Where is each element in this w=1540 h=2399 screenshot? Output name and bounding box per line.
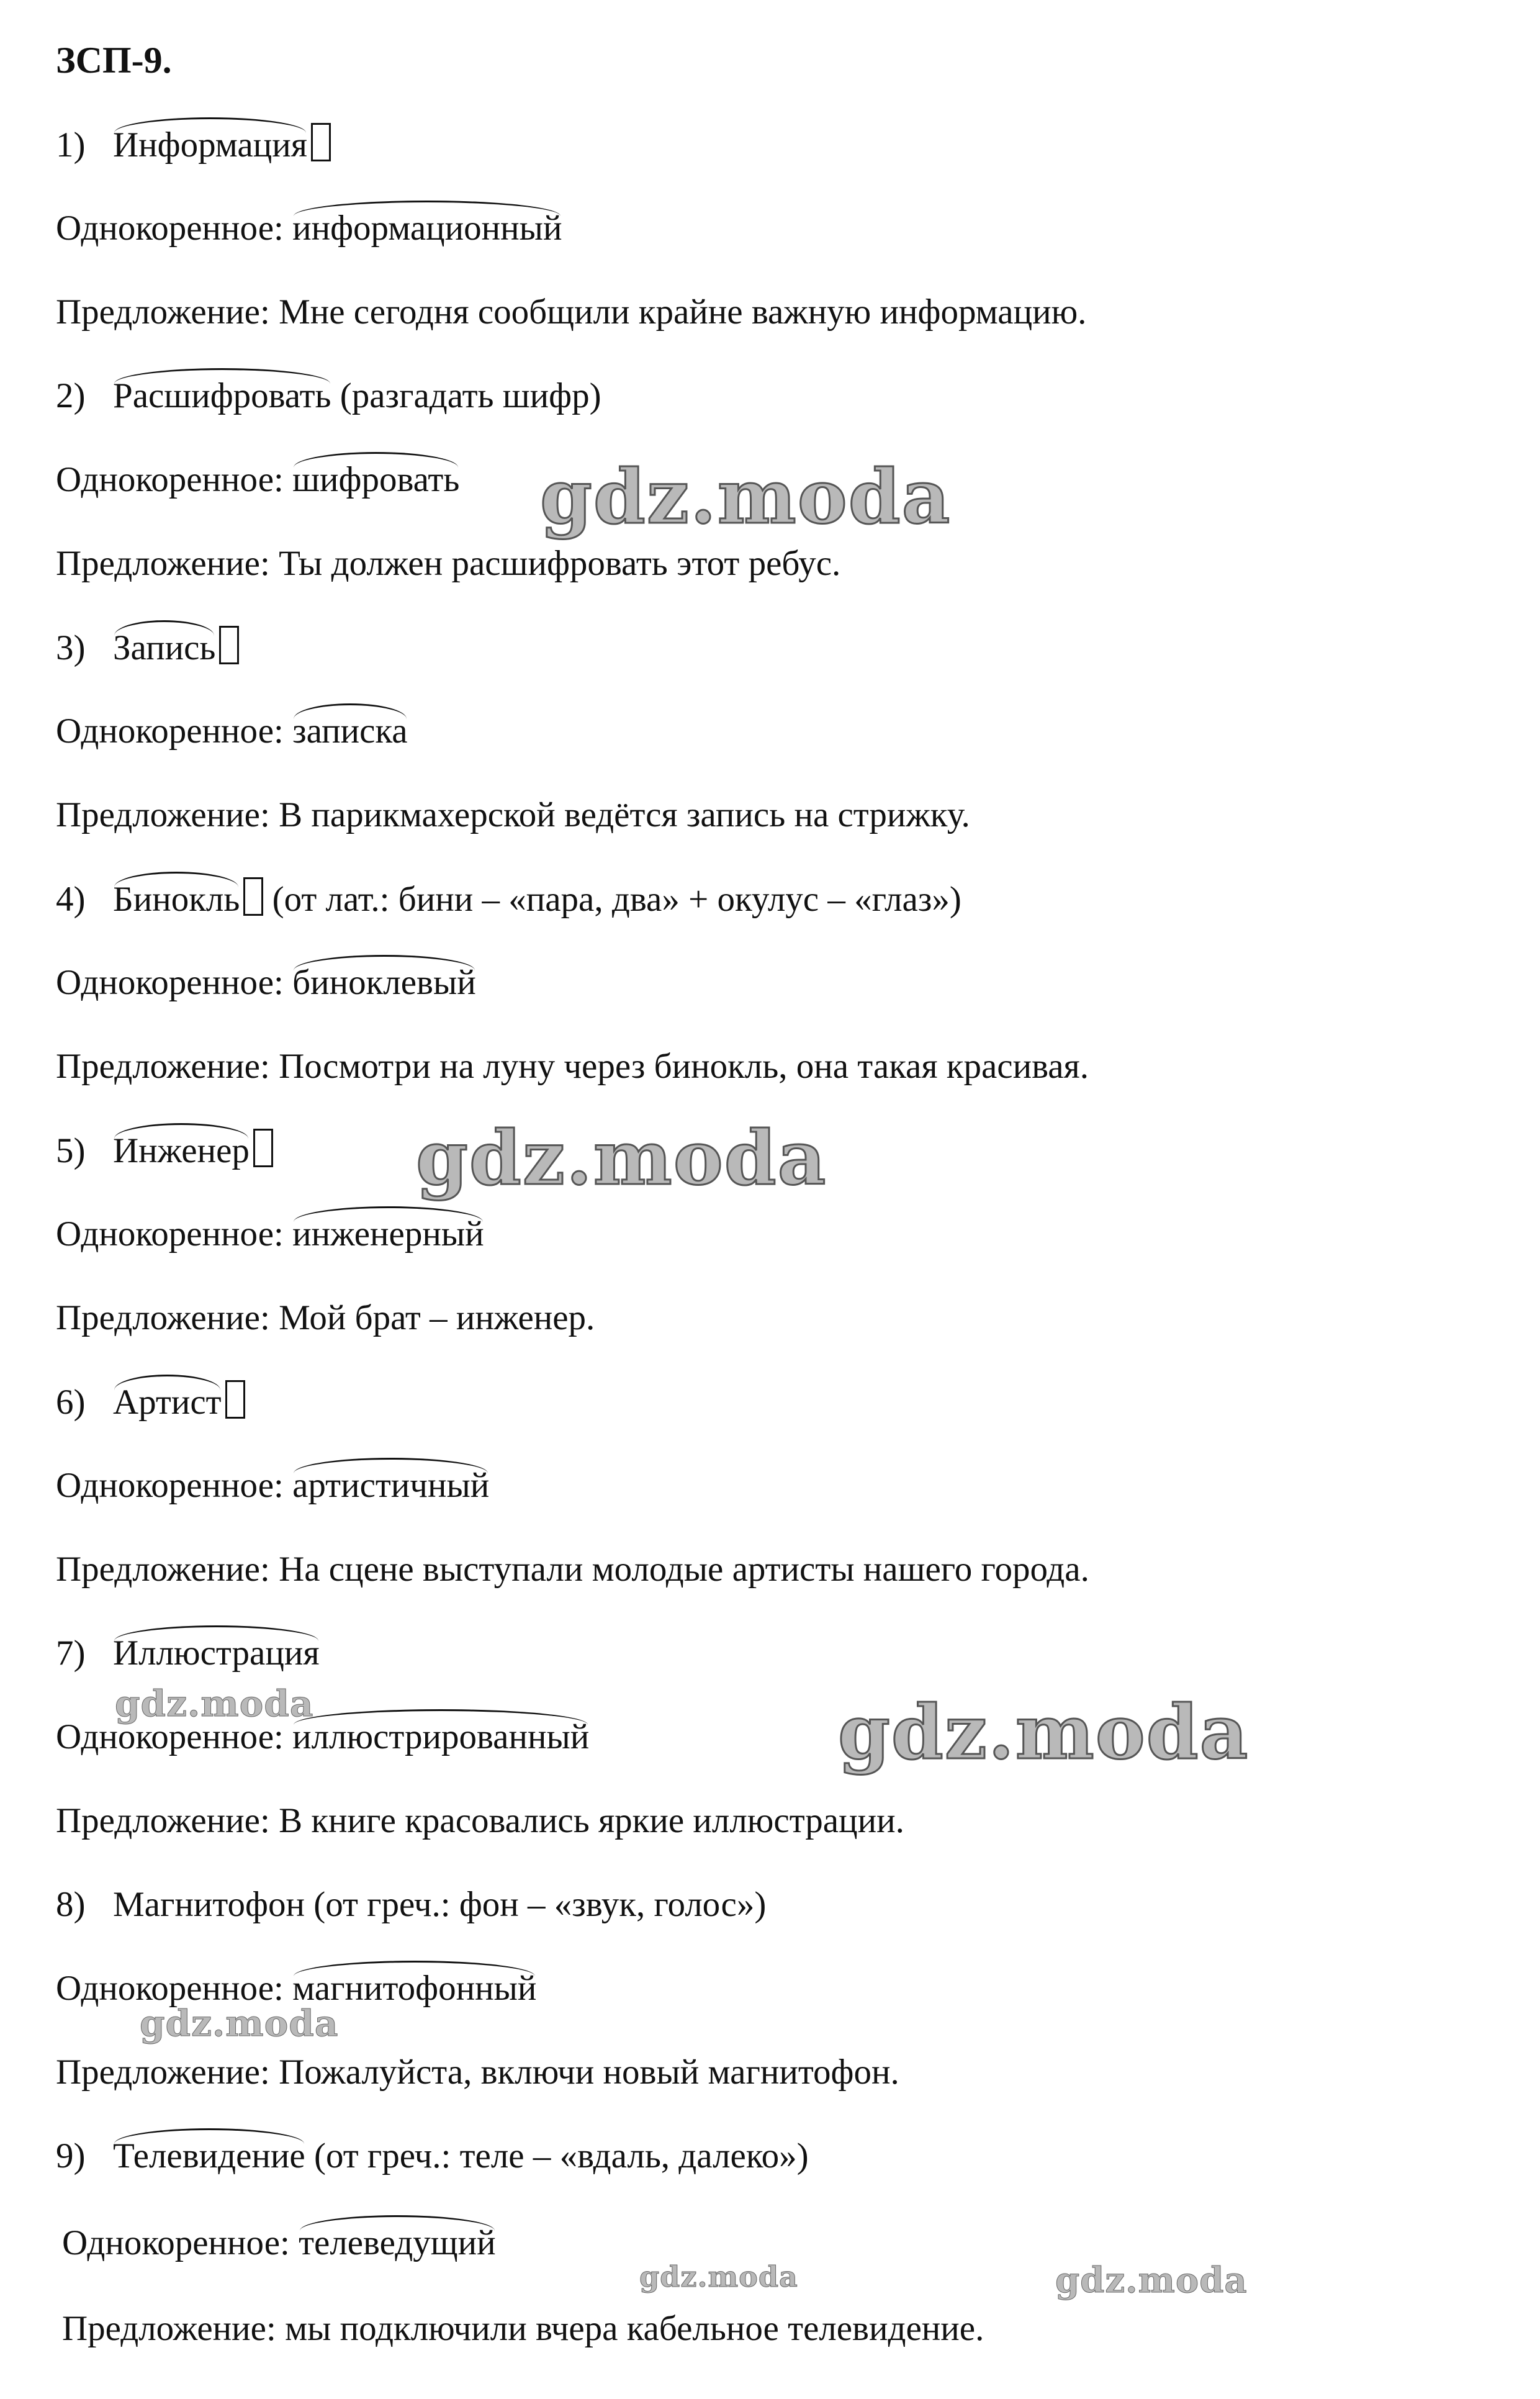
watermark-logo: gdz.moda — [416, 1114, 827, 1202]
related-label: Однокоренное: — [56, 712, 284, 751]
related-label: Однокоренное: — [56, 1969, 284, 2008]
root-arc — [300, 2215, 494, 2231]
root-arc — [114, 2128, 304, 2144]
item-6-sentence-line — [56, 1548, 1089, 1591]
item-word: Телевидение — [113, 2135, 305, 2178]
watermark-logo: gdz.moda — [140, 2002, 339, 2044]
related-label: Однокоренное: — [56, 963, 284, 1002]
root-arc — [114, 1625, 318, 1641]
related-word: информационный — [292, 207, 562, 250]
item-6-related-line — [56, 1464, 489, 1507]
item-3-related-line — [56, 710, 408, 753]
root-arc — [294, 201, 561, 216]
related-label: Однокоренное: — [56, 209, 284, 248]
related-word: артистичный — [292, 1464, 489, 1507]
sentence-label: Предложение: — [56, 1550, 270, 1589]
root-arc — [294, 1709, 588, 1725]
item-8-sentence-line — [56, 2051, 899, 2094]
item-5-sentence-line — [56, 1296, 595, 1340]
watermark-logo: gdz.moda — [838, 1689, 1250, 1776]
item-number: 4) — [56, 880, 86, 919]
sentence-text: Мне сегодня сообщили крайне важную информацию. — [279, 292, 1087, 332]
item-word: Инженер — [113, 1129, 250, 1173]
item-8-word-line — [56, 1883, 766, 1927]
item-4-sentence-line — [56, 1045, 1089, 1088]
item-4-word-line — [56, 877, 961, 921]
item-note: (от лат.: бини – «пара, два» + окулус – «глаз») — [272, 880, 961, 919]
item-word: Расшифровать — [113, 374, 331, 418]
root-arc — [294, 1961, 535, 1976]
item-1-word-line — [56, 123, 331, 167]
item-9-word-line — [56, 2135, 809, 2178]
sentence-text: Пожалуйста, включи новый магнитофон. — [279, 2053, 899, 2092]
item-3-sentence-line — [56, 793, 970, 837]
related-label: Однокоренное: — [56, 1214, 284, 1254]
item-5-related-line — [56, 1213, 484, 1256]
related-word: инженерный — [292, 1213, 484, 1256]
item-number: 7) — [56, 1633, 86, 1673]
sentence-label: Предложение: — [56, 1801, 270, 1840]
item-9-sentence-line — [62, 2307, 984, 2351]
sentence-label: Предложение: — [56, 544, 270, 583]
watermark-logo: gdz.moda — [1055, 2260, 1248, 2301]
item-word: Информация — [113, 124, 307, 167]
item-1-sentence-line — [56, 291, 1086, 334]
sentence-label: Предложение: — [56, 1298, 270, 1337]
sentence-label: Предложение: — [56, 795, 270, 834]
related-label: Однокоренное: — [56, 1466, 284, 1505]
item-number: 6) — [56, 1383, 86, 1422]
sentence-text: На сцене выступали молодые артисты нашего города. — [279, 1550, 1089, 1589]
item-9-related-line — [62, 2221, 496, 2265]
item-6-word-line — [56, 1380, 245, 1424]
root-arc — [114, 872, 238, 887]
sentence-text: мы подключили вчера кабельное телевидение. — [285, 2309, 984, 2348]
item-1-related-line — [56, 207, 562, 250]
sentence-text: Мой брат – инженер. — [279, 1298, 595, 1337]
root-arc — [294, 1206, 483, 1222]
root-arc — [114, 1123, 248, 1139]
item-2-sentence-line — [56, 542, 840, 585]
item-number: 8) — [56, 1885, 86, 1924]
item-4-related-line — [56, 961, 476, 1005]
related-word: иллюстрированный — [292, 1715, 589, 1759]
root-arc — [114, 1375, 220, 1390]
related-label: Однокоренное: — [56, 1717, 284, 1756]
related-word: биноклевый — [292, 961, 476, 1005]
related-word: записка — [292, 710, 408, 753]
item-word: Иллюстрация — [113, 1632, 320, 1675]
watermark-logo: gdz.moda — [540, 453, 952, 541]
root-arc — [294, 1458, 488, 1473]
sentence-label: Предложение: — [62, 2309, 276, 2348]
related-word: шифровать — [292, 458, 459, 502]
root-arc — [114, 620, 214, 636]
ending-box — [253, 1129, 273, 1167]
watermark-logo: gdz.moda — [115, 1683, 314, 1725]
item-number: 5) — [56, 1131, 86, 1170]
item-word: Магнитофон — [113, 1885, 305, 1924]
sentence-text: Посмотри на луну через бинокль, она такая красивая. — [279, 1047, 1089, 1086]
related-word: телеведущий — [299, 2221, 495, 2265]
item-5-word-line — [56, 1129, 273, 1173]
related-word: магнитофонный — [292, 1967, 536, 2010]
item-note: (от греч.: теле – «вдаль, далеко») — [313, 2136, 809, 2175]
root-arc — [294, 955, 475, 970]
sentence-text: В книге красовались яркие иллюстрации. — [279, 1801, 904, 1840]
item-3-word-line — [56, 626, 239, 670]
item-number: 1) — [56, 125, 86, 165]
related-label: Однокоренное: — [62, 2223, 290, 2262]
item-7-word-line — [56, 1632, 320, 1675]
root-arc — [294, 452, 458, 468]
item-2-word-line — [56, 374, 601, 418]
item-note: (разгадать шифр) — [340, 376, 601, 415]
root-arc — [294, 703, 407, 719]
item-word: Бинокль — [113, 878, 240, 921]
sentence-label: Предложение: — [56, 2053, 270, 2092]
item-note: (от греч.: фон – «звук, голос») — [313, 1885, 767, 1924]
sentence-label: Предложение: — [56, 292, 270, 332]
item-2-related-line — [56, 458, 459, 502]
root-arc — [114, 117, 306, 133]
ending-box — [243, 877, 263, 916]
sentence-text: В парикмахерской ведётся запись на стрижку. — [279, 795, 970, 834]
item-7-sentence-line — [56, 1799, 904, 1843]
ending-box — [225, 1380, 245, 1419]
ending-box — [219, 626, 239, 664]
watermark-logo: gdz.moda — [639, 2260, 798, 2293]
item-number: 9) — [56, 2136, 86, 2175]
ending-box — [311, 123, 331, 161]
item-word: Артист — [113, 1381, 222, 1424]
item-word: Запись — [113, 626, 215, 670]
sentence-text: Ты должен расшифровать этот ребус. — [279, 544, 841, 583]
related-label: Однокоренное: — [56, 460, 284, 499]
root-arc — [114, 368, 330, 384]
item-number: 3) — [56, 628, 86, 667]
sentence-label: Предложение: — [56, 1047, 270, 1086]
item-number: 2) — [56, 376, 86, 415]
page-title: ЗСП-9. — [56, 40, 172, 81]
